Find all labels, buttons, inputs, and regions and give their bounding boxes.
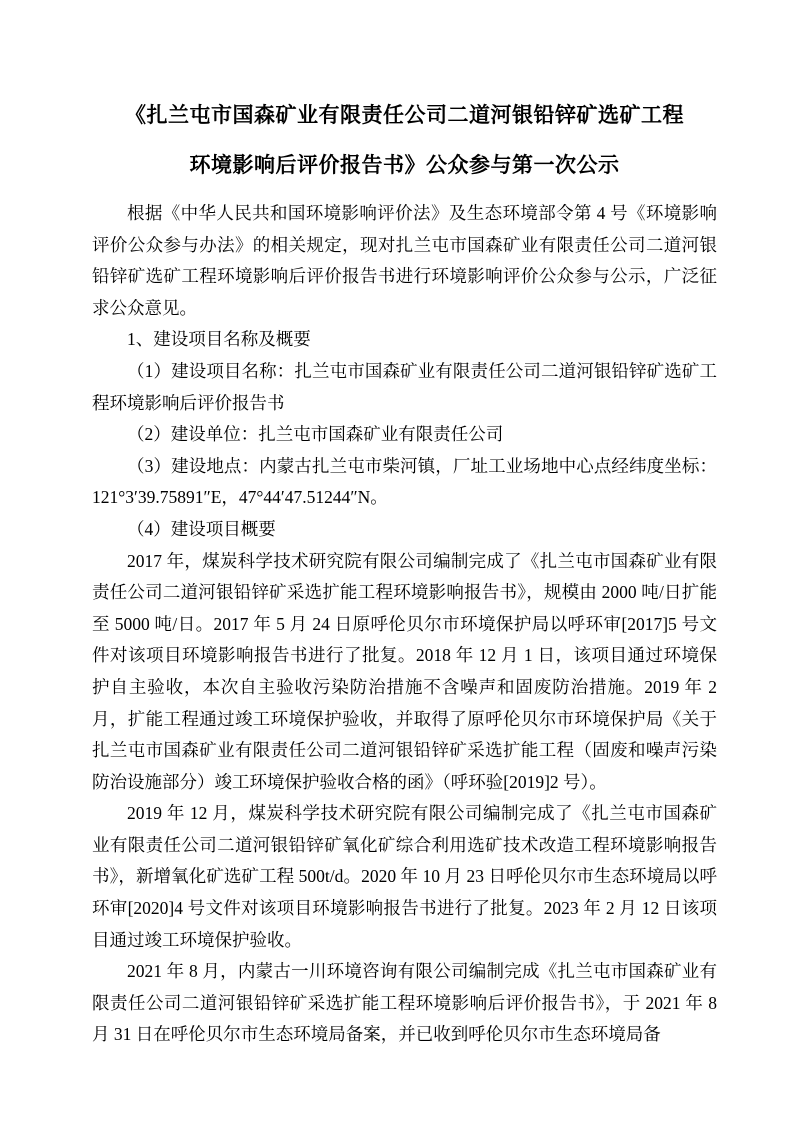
paragraph-2019-history: 2019 年 12 月，煤炭科学技术研究院有限公司编制完成了《扎兰屯市国森矿业有限责任公司二道河银铅锌矿氧化矿综合利用选矿技术改造工程环境影响报告书》，新增氧化矿选矿工程 500t/d。2020 年 10 月 23 日呼伦贝尔市生态环境局以呼环审[2020]4 号文件对该项目环境影响报告书进行了批复。2023 年 2 月 12 日该项目通过竣工环境保护验收。 xyxy=(92,803,717,950)
paragraph-legal-basis: 根据《中华人民共和国环境影响评价法》及生态环境部令第 4 号《环境影响评价公众参与办法》的相关规定，现对扎兰屯市国森矿业有限责任公司二道河银铅锌矿选矿工程环境影响后评价报告书进行环境影响评价公众参与公示，广泛征求公众意见。 xyxy=(92,203,717,318)
heading-project-name-overview: 1、建设项目名称及概要 xyxy=(127,329,311,350)
document-body xyxy=(92,198,717,1051)
document-content xyxy=(92,90,717,1051)
paragraph-2021-history: 2021 年 8 月，内蒙古一川环境咨询有限公司编制完成《扎兰屯市国森矿业有限责任公司二道河银铅锌矿采选扩能工程环境影响后评价报告书》，于 2021 年 8 月 31 日在呼伦贝尔市生态环境局备案，并已收到呼伦贝尔市生态环境局备 xyxy=(92,961,717,1045)
item-construction-unit: （2）建设单位：扎兰屯市国森矿业有限责任公司 xyxy=(127,424,504,445)
item-project-name: （1）建设项目名称：扎兰屯市国森矿业有限责任公司二道河银铅锌矿选矿工程环境影响后评价报告书 xyxy=(92,360,717,413)
item-construction-site: （3）建设地点：内蒙古扎兰屯市柴河镇，厂址工业场地中心点经纬度坐标：121°3′39.75891″E，47°44′47.51244″N。 xyxy=(92,455,717,508)
document-title-line-2: 环境影响后评价报告书》公众参与第一次公示 xyxy=(189,153,620,177)
document-title xyxy=(92,90,717,190)
paragraph-2017-history: 2017 年，煤炭科学技术研究院有限公司编制完成了《扎兰屯市国森矿业有限责任公司二道河银铅锌矿采选扩能工程环境影响报告书》，规模由 2000 吨/日扩能至 5000 吨/日。2017 年 5 月 24 日原呼伦贝尔市环境保护局以呼环审[2017]5 号文件对该项目环境影响报告书进行了批复。2018 年 12 月 1 日，该项目通过环境保护自主验收，本次自主验收污染防治措施不含噪声和固废防治措施。2019 年 2 月，扩能工程通过竣工环境保护验收，并取得了原呼伦贝尔市环境保护局《关于扎兰屯市国森矿业有限责任公司二道河银铅锌矿采选扩能工程（固废和噪声污染防治设施部分）竣工环境保护验收合格的函》（呼环验[2019]2 号）。 xyxy=(92,550,717,792)
item-project-summary-heading: （4）建设项目概要 xyxy=(127,518,276,539)
document-title-line-1: 《扎兰屯市国森矿业有限责任公司二道河银铅锌矿选矿工程 xyxy=(125,103,684,127)
